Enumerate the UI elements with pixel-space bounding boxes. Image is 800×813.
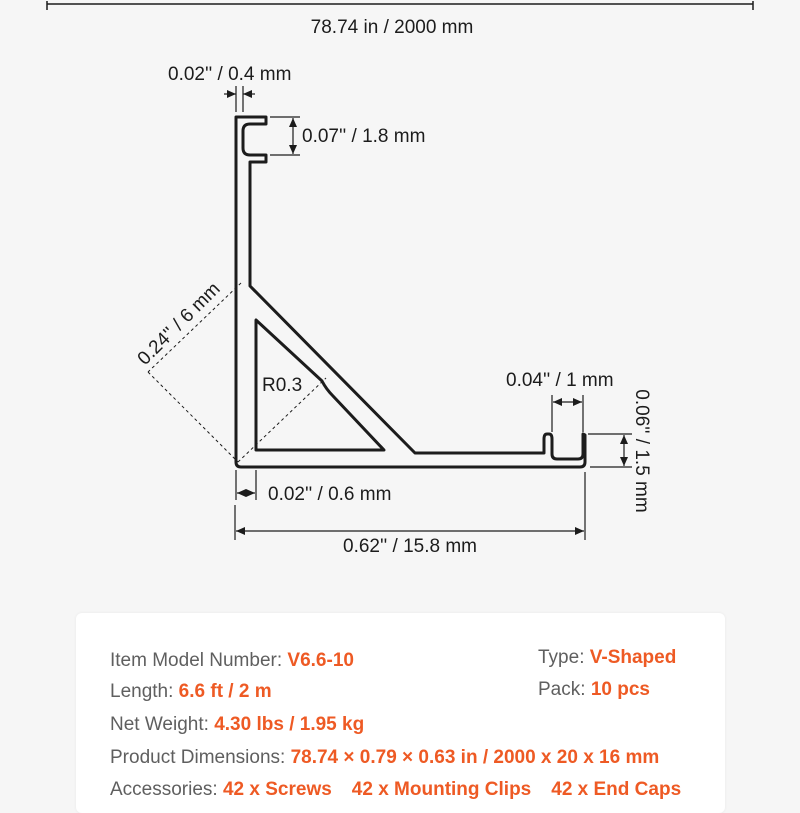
total-length-label: 78.74 in / 2000 mm [310,17,474,38]
total-length-dimension [47,1,753,38]
slot-height-dimension [270,117,425,155]
right-slot-height-dimension [588,389,652,512]
right-slot-width-dimension [506,370,614,432]
top-wall-label: 0.02'' / 0.4 mm [168,64,292,85]
spec-accessories: Accessories: 42 x Screws 42 x Mounting Clips 42 x End Caps [110,779,682,800]
base-thickness-label: 0.02'' / 0.6 mm [268,484,392,505]
overall-width-label: 0.62'' / 15.8 mm [343,536,477,557]
diagonal-width-label: 0.24'' / 6 mm [133,278,225,370]
spec-length: Length: 6.6 ft / 2 m [110,681,272,702]
accessory-screws: 42 x Screws [222,779,332,800]
slot-height-label: 0.07'' / 1.8 mm [302,126,426,147]
right-slot-width-label: 0.04'' / 1 mm [506,370,614,391]
accessory-end-caps: 42 x End Caps [551,779,682,800]
right-slot-height-label: 0.06'' / 1.5 mm [631,389,652,513]
spec-model: Item Model Number: V6.6-10 [110,650,354,671]
spec-pack: Pack: 10 pcs [538,679,650,700]
accessory-clips: 42 x Mounting Clips [351,779,532,800]
diagonal-width-dimension [134,279,326,462]
radius-label: R0.3 [262,375,303,396]
base-thickness-dimension [236,470,391,505]
spec-type: Type: V-Shaped [538,647,677,668]
spec-dimensions: Product Dimensions: 78.74 × 0.79 × 0.63 in / 2000 x 20 x 16 mm [110,747,660,768]
spec-weight: Net Weight: 4.30 lbs / 1.95 kg [110,714,365,735]
profile-outline [236,117,585,467]
top-wall-dimension [168,64,291,112]
spec-card [76,613,725,813]
